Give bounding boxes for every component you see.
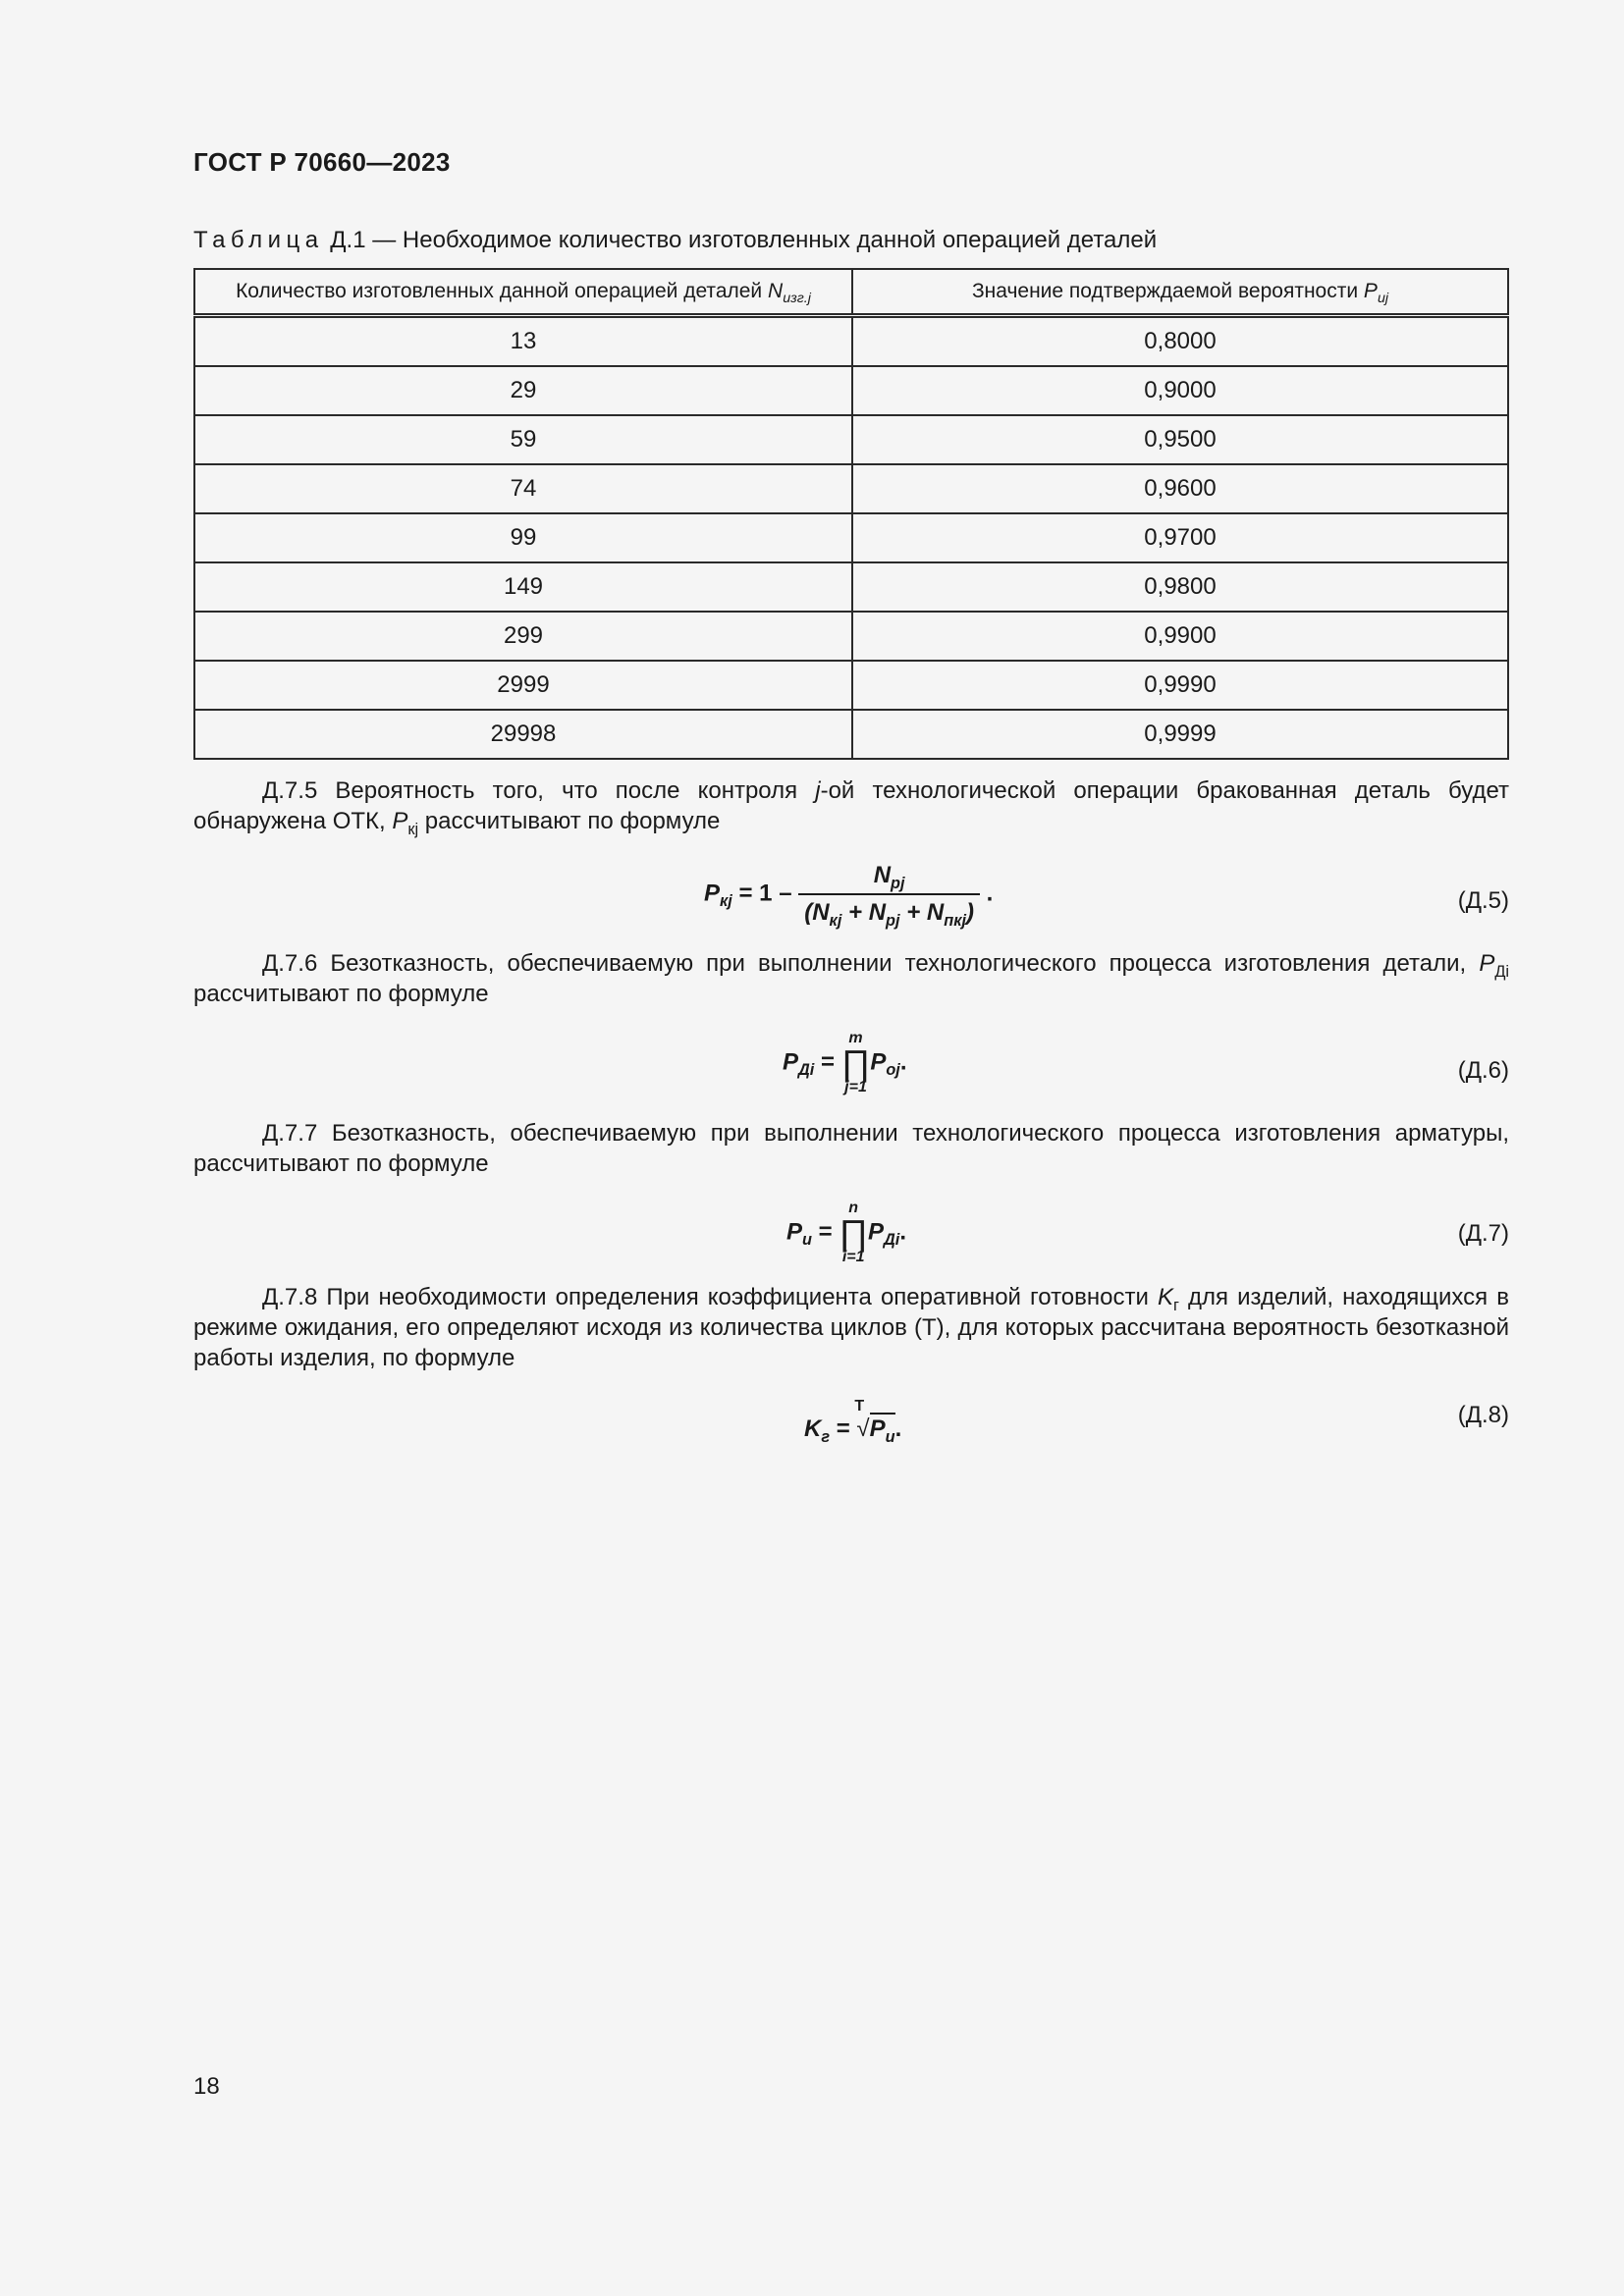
formula-number: (Д.8) xyxy=(1457,1402,1509,1428)
formula-d5-fraction: $\frac{N_{рj}}{(N_{кj} + N_{рj} + N_{пкj})}$ xyxy=(798,862,980,927)
cell-probability: 0,9800 xyxy=(852,562,1508,612)
standard-header: ГОСТ Р 70660—2023 xyxy=(193,147,451,177)
cell-count: 99 xyxy=(194,513,852,562)
formula-number: (Д.5) xyxy=(1457,887,1509,914)
paragraph-d78: Д.7.8 При необходимости определения коэффициента оперативной готовности $K_г$ для изделий, находящихся в режиме ожидания, его определяют исходя из количества циклов (T), для которых рассчитана вероятность безотказной работы изделия, по формуле xyxy=(193,1284,1509,1371)
cell-probability: 0,9500 xyxy=(852,415,1508,464)
table-header-probability: Значение подтверждаемой вероятности $P_{иj}$ xyxy=(852,269,1508,316)
product-operator: m ∏ j=1 xyxy=(840,1030,871,1095)
table-row xyxy=(194,661,1508,710)
table-row xyxy=(194,612,1508,661)
page-number: 18 xyxy=(193,2073,220,2100)
table-row xyxy=(194,710,1508,759)
product-operator: n ∏ i=1 xyxy=(839,1200,868,1265)
table-caption xyxy=(193,227,1157,254)
cell-probability: 0,9999 xyxy=(852,710,1508,759)
cell-probability: 0,9990 xyxy=(852,661,1508,710)
paragraph-d76: Д.7.6 Безотказность, обеспечиваемую при выполнении технологического процесса изготовления детали, $P_{Дi}$ рассчитывают по формуле xyxy=(193,950,1509,1007)
formula-d8-expression: $K_г$ = T $√P_и$. xyxy=(804,1398,902,1446)
table-row xyxy=(194,316,1508,367)
formula-d6-expression: $P_{Дi}$ = m ∏ j=1 $P_{oj}$. xyxy=(783,1030,907,1095)
formula-d8 xyxy=(193,1398,1509,1470)
cell-count: 74 xyxy=(194,464,852,513)
paragraph-d77: Д.7.7 Безотказность, обеспечиваемую при выполнении технологического процесса изготовления арматуры, рассчитывают по формуле xyxy=(193,1120,1509,1177)
cell-count: 149 xyxy=(194,562,852,612)
cell-count: 2999 xyxy=(194,661,852,710)
data-table xyxy=(193,268,1509,760)
cell-count: 29 xyxy=(194,366,852,415)
cell-probability: 0,9900 xyxy=(852,612,1508,661)
cell-count: 299 xyxy=(194,612,852,661)
table-header-row xyxy=(194,269,1508,316)
table-row xyxy=(194,464,1508,513)
table-caption-label: Таблица xyxy=(193,227,324,253)
formula-number: (Д.7) xyxy=(1457,1220,1509,1247)
table-row xyxy=(194,366,1508,415)
formula-number: (Д.6) xyxy=(1457,1057,1509,1084)
table-row xyxy=(194,562,1508,612)
radical-operator: T $√P_и$ xyxy=(854,1398,895,1446)
table-row xyxy=(194,415,1508,464)
formula-d7 xyxy=(193,1201,1509,1269)
paragraph-d75: Д.7.5 Вероятность того, что после контроля j-ой технологической операции бракованная деталь будет обнаружена ОТК, $P_{кj}$ рассчитывают по формуле xyxy=(193,777,1509,838)
formula-d6 xyxy=(193,1031,1509,1099)
table-row xyxy=(194,513,1508,562)
cell-count: 13 xyxy=(194,316,852,367)
table-header-count: Количество изготовленных данной операцией деталей $N_{изг.j}$ xyxy=(194,269,852,316)
formula-d5-expression: $P_{кj} = 1$ – $\frac{N_{рj}}{(N_{кj} + N_{рj} + N_{пкj})}$ . xyxy=(704,862,994,930)
cell-probability: 0,9700 xyxy=(852,513,1508,562)
cell-count: 29998 xyxy=(194,710,852,759)
cell-probability: 0,9600 xyxy=(852,464,1508,513)
formula-d7-expression: $P_и$ = n ∏ i=1 $P_{Дi}$. xyxy=(786,1200,906,1265)
cell-probability: 0,8000 xyxy=(852,316,1508,367)
table-caption-text: Д.1 — Необходимое количество изготовленных данной операцией деталей xyxy=(330,227,1158,253)
cell-probability: 0,9000 xyxy=(852,366,1508,415)
formula-d5 xyxy=(193,862,1509,931)
cell-count: 59 xyxy=(194,415,852,464)
